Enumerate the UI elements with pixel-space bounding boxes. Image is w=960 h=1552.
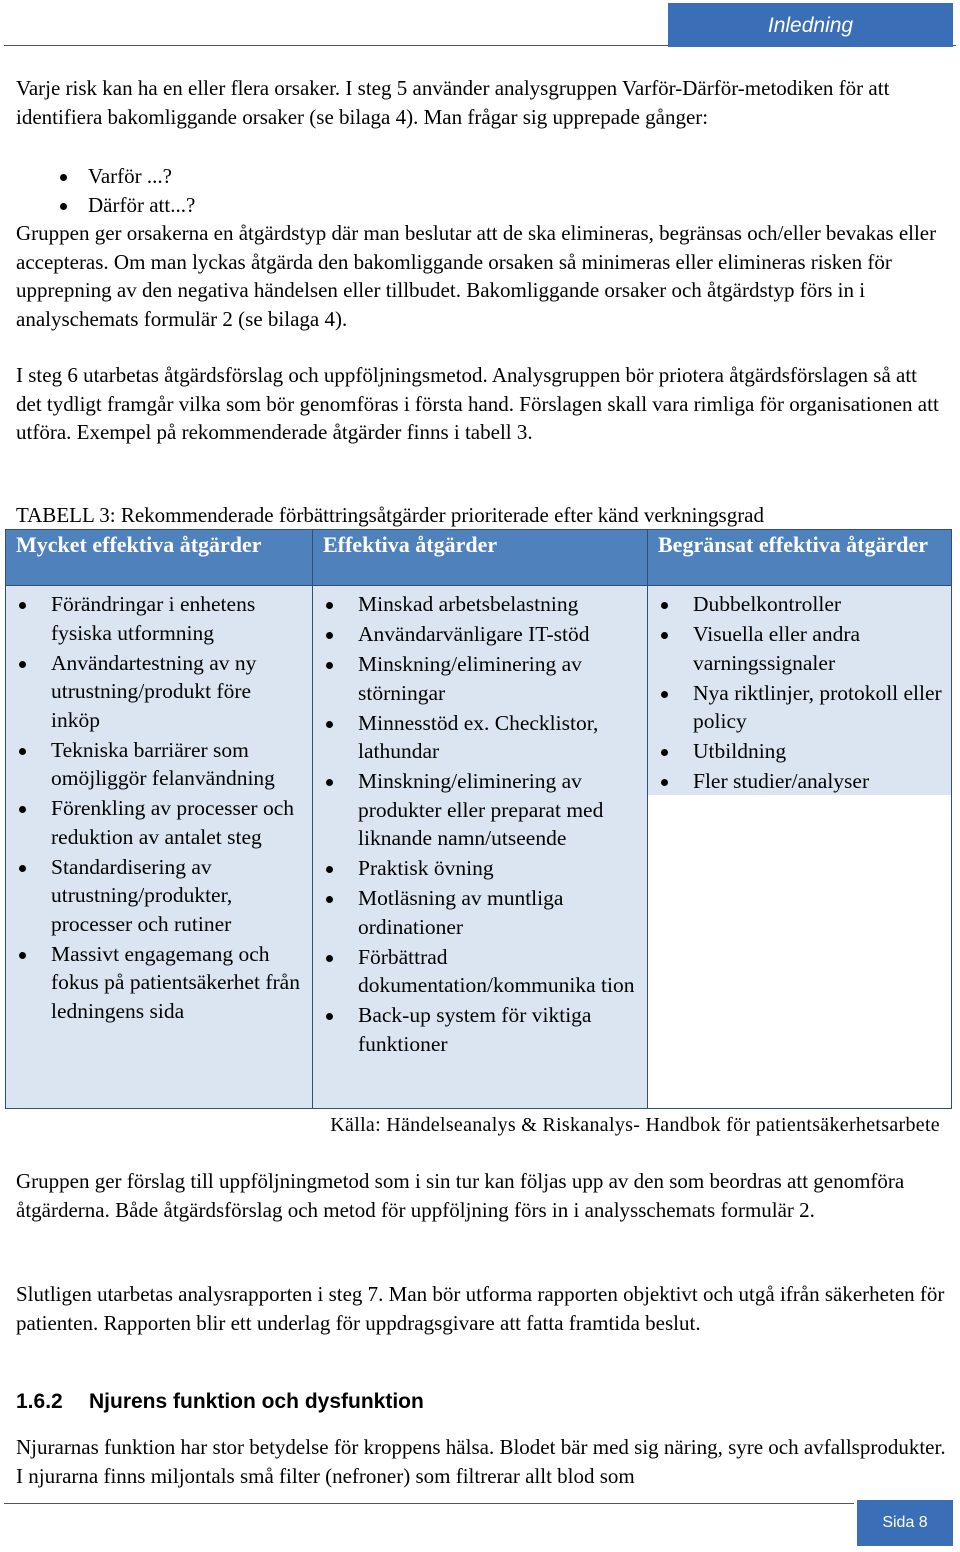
- list-item: Massivt engagemang och fokus på patientsäkerhet från ledningens sida: [6, 940, 304, 1026]
- page-number: Sida 8: [857, 1500, 953, 1546]
- table-column: [6, 530, 313, 1108]
- measures-list: [648, 586, 951, 796]
- list-item: Användarvänligare IT-stöd: [313, 620, 639, 649]
- paragraph-5: Slutligen utarbetas analysrapporten i steg 7. Man bör utforma rapporten objektivt och utgå ifrån säkerheten för patienten. Rapporten blir ett underlag för uppdragsgivare att fatta framtida beslut.: [16, 1282, 945, 1335]
- list-item: Utbildning: [648, 737, 943, 766]
- list-item: Minskning/eliminering av störningar: [313, 650, 639, 707]
- list-item: Användartestning av ny utrustning/produkt före inköp: [6, 649, 304, 735]
- bullet-icon: [60, 174, 67, 181]
- list-item: Praktisk övning: [313, 854, 639, 883]
- column-body: [648, 586, 951, 795]
- list-item: Fler studier/analyser: [648, 767, 943, 796]
- measures-table: [5, 529, 952, 1109]
- list-item: Back-up system för viktiga funktioner: [313, 1001, 639, 1058]
- list-item: Förbättrad dokumentation/kommunika tion: [313, 943, 639, 1000]
- paragraph-1: Varje risk kan ha en eller flera orsaker. I steg 5 använder analysgruppen Varför-Därför-metodiken för att identifiera bakomliggande orsaker (se bilaga 4). Man frågar sig upprepade gånger:: [16, 76, 890, 129]
- table-column: [648, 530, 951, 1108]
- footer-rule: [4, 1503, 854, 1504]
- column-header: Begränsat effektiva åtgärder: [648, 530, 951, 586]
- list-item: Minskning/eliminering av produkter eller preparat med liknande namn/utseende: [313, 767, 639, 853]
- column-header: Mycket effektiva åtgärder: [6, 530, 312, 586]
- section-number: 1.6.2: [16, 1390, 63, 1413]
- list-item: Tekniska barriärer som omöjliggör felanvändning: [6, 736, 304, 793]
- paragraph-2: Gruppen ger orsakerna en åtgärdstyp där man beslutar att de ska elimineras, begränsas och/eller bevakas eller accepteras. Om man lyckas åtgärda den bakomliggande orsaken så minimeras eller elimineras risken för upprepning av den negativa händelsen eller tillbudet. Bakomliggande orsaker och åtgärdstyp förs in i analyschemats formulär 2 (se bilaga 4).: [16, 221, 937, 331]
- bullet-icon: [60, 203, 67, 210]
- header-section-title: Inledning: [668, 3, 953, 47]
- column-body: [313, 586, 647, 1108]
- measures-list: [313, 586, 647, 1058]
- measures-list: [6, 586, 312, 1025]
- bullet-text: Varför ...?: [88, 164, 172, 188]
- list-item: Minnesstöd ex. Checklistor, lathundar: [313, 709, 639, 766]
- table-source: Källa: Händelseanalys & Riskanalys- Handbok för patientsäkerhetsarbete: [330, 1114, 940, 1136]
- bullet-text: Därför att...?: [88, 193, 196, 217]
- section-title: Njurens funktion och dysfunktion: [89, 1390, 424, 1413]
- paragraph-6: Njurarnas funktion har stor betydelse för kroppens hälsa. Blodet bär med sig näring, syre och avfallsprodukter. I njurarna finns miljontals små filter (nefroner) som filtrerar allt blod som: [16, 1435, 946, 1488]
- paragraph-3: I steg 6 utarbetas åtgärdsförslag och uppföljningsmetod. Analysgruppen bör priotera åtgärdsförslagen så att det tydligt framgår vilka som bör genomföras i första hand. Förslagen skall vara rimliga för organisationen att utföra. Exempel på rekommenderade åtgärder finns i tabell 3.: [16, 363, 939, 444]
- list-item: Nya riktlinjer, protokoll eller policy: [648, 679, 943, 736]
- list-item: Förändringar i enhetens fysiska utformning: [6, 590, 304, 647]
- list-item: Standardisering av utrustning/produkter, processer och rutiner: [6, 853, 304, 939]
- list-item: Visuella eller andra varningssignaler: [648, 620, 943, 677]
- list-item: Motläsning av muntliga ordinationer: [313, 884, 639, 941]
- table-column: [313, 530, 648, 1108]
- section-heading: [16, 1388, 424, 1416]
- paragraph-4: Gruppen ger förslag till uppföljningmetod som i sin tur kan följas upp av den som beordras att genomföra åtgärderna. Både åtgärdsförslag och metod för uppföljning förs in i analysschemats formulär 2.: [16, 1169, 905, 1222]
- table-caption: TABELL 3: Rekommenderade förbättringsåtgärder prioriterade efter känd verkningsgrad: [16, 503, 765, 527]
- column-header: Effektiva åtgärder: [313, 530, 647, 586]
- empty-cell: [648, 795, 951, 1108]
- list-item: Förenkling av processer och reduktion av antalet steg: [6, 794, 304, 851]
- list-item: Minskad arbetsbelastning: [313, 590, 639, 619]
- list-item: Dubbelkontroller: [648, 590, 943, 619]
- column-body: [6, 586, 312, 1108]
